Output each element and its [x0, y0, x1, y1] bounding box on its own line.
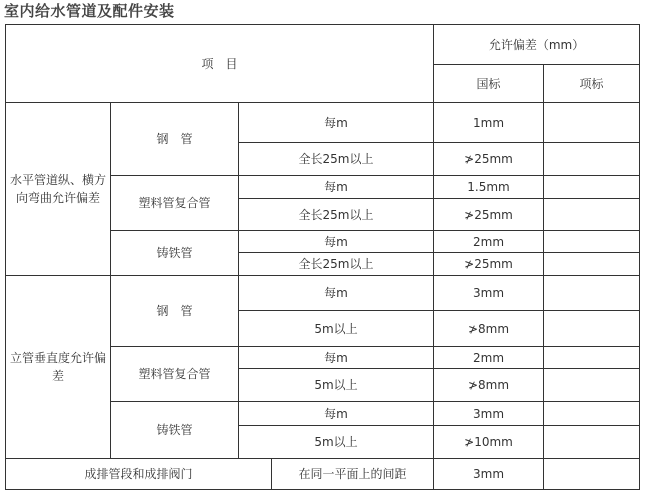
condition-cell: 5m以上: [239, 369, 434, 402]
project-value: [544, 426, 640, 459]
project-value: [544, 143, 640, 176]
condition-cell: 每m: [239, 231, 434, 253]
condition-cell: 每m: [239, 402, 434, 426]
condition-cell: 5m以上: [239, 311, 434, 347]
group-label: 立管垂直度允许偏差: [6, 276, 111, 459]
last-row-item: 成排管段和成排阀门: [6, 459, 272, 490]
national-value: ≯25mm: [434, 143, 544, 176]
national-value: 3mm: [434, 276, 544, 311]
project-value: [544, 176, 640, 199]
condition-cell: 全长25m以上: [239, 199, 434, 231]
project-value: [544, 369, 640, 402]
national-value: 1.5mm: [434, 176, 544, 199]
condition-cell: 每m: [239, 276, 434, 311]
last-row-condition: 在同一平面上的间距: [272, 459, 434, 490]
project-value: [544, 253, 640, 276]
group-label: 水平管道纵、横方向弯曲允许偏差: [6, 103, 111, 276]
material-name: 塑料管复合管: [111, 347, 239, 402]
tolerance-table: [5, 24, 640, 490]
material-name: 铸铁管: [111, 231, 239, 276]
national-value: ≯25mm: [434, 199, 544, 231]
condition-cell: 全长25m以上: [239, 143, 434, 176]
national-value: ≯8mm: [434, 369, 544, 402]
project-value: [544, 231, 640, 253]
header-tolerance: 允许偏差（mm）: [434, 25, 640, 65]
project-value: [544, 311, 640, 347]
material-name: 塑料管复合管: [111, 176, 239, 231]
project-value: [544, 199, 640, 231]
material-name: 钢 管: [111, 276, 239, 347]
national-value: 1mm: [434, 103, 544, 143]
condition-cell: 每m: [239, 347, 434, 369]
document-title: 室内给水管道及配件安装: [4, 2, 175, 20]
header-project: 项标: [544, 65, 640, 103]
condition-cell: 5m以上: [239, 426, 434, 459]
condition-cell: 全长25m以上: [239, 253, 434, 276]
project-value: [544, 276, 640, 311]
national-value: ≯10mm: [434, 426, 544, 459]
national-value: ≯8mm: [434, 311, 544, 347]
material-name: 钢 管: [111, 103, 239, 176]
national-value: 3mm: [434, 402, 544, 426]
project-value: [544, 402, 640, 426]
national-value: 3mm: [434, 459, 544, 490]
condition-cell: 每m: [239, 103, 434, 143]
project-value: [544, 103, 640, 143]
national-value: 2mm: [434, 347, 544, 369]
national-value: 2mm: [434, 231, 544, 253]
national-value: ≯25mm: [434, 253, 544, 276]
material-name: 铸铁管: [111, 402, 239, 459]
header-item: 项 目: [6, 25, 434, 103]
condition-cell: 每m: [239, 176, 434, 199]
project-value: [544, 459, 640, 490]
project-value: [544, 347, 640, 369]
header-national: 国标: [434, 65, 544, 103]
